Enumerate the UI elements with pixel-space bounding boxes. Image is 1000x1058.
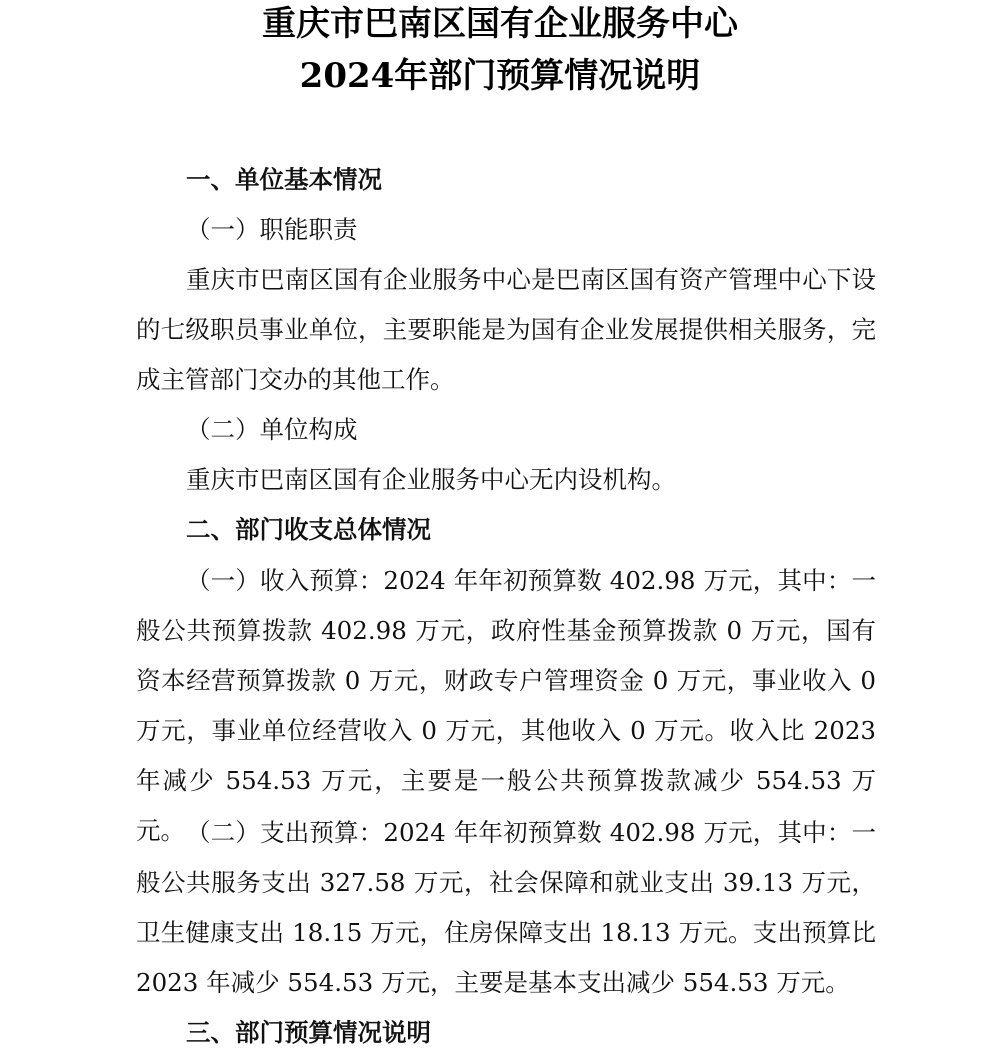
document-title-line1: 重庆市巴南区国有企业服务中心 (262, 4, 738, 44)
document-title-line2: 2024年部门预算情况说明 (299, 56, 701, 96)
expense-budget-label: （二）支出预算： (186, 818, 384, 847)
section1-sub2-paragraph: 重庆市巴南区国有企业服务中心无内设机构。 (186, 465, 676, 494)
section1-heading: 一、单位基本情况 (186, 165, 382, 194)
expense-budget-paragraph (136, 808, 876, 1008)
section2-heading: 二、部门收支总体情况 (186, 515, 431, 544)
section3-heading: 三、部门预算情况说明 (186, 1018, 431, 1047)
expense-budget-text: 2024 年年初预算数 402.98 万元，其中：一般公共服务支出 327.58 万元，社会保障和就业支出 39.13 万元，卫生健康支出 18.15 万元，住房保障支出 18.13 万元。支出预算比 2023 年减少 554.53 万元，主要是基本支出减少 554.53 万元。 (136, 818, 876, 997)
section1-sub1-paragraph: 重庆市巴南区国有企业服务中心是巴南区国有资产管理中心下设的七级职员事业单位，主要职能是为国有企业发展提供相关服务，完成主管部门交办的其他工作。 (136, 265, 876, 394)
section1-sub2-heading: （二）单位构成 (186, 415, 358, 444)
section1-sub1-heading: （一）职能职责 (186, 215, 358, 244)
income-budget-label: （一）收入预算： (186, 566, 384, 595)
income-budget-text: 2024 年年初预算数 402.98 万元，其中：一般公共预算拨款 402.98 万元，政府性基金预算拨款 0 万元，国有资本经营预算拨款 0 万元，财政专户管理资金 0 万元，事业收入 0 万元，事业单位经营收入 0 万元，其他收入 0 万元。收入比 2023 年减少 554.53 万元，主要是一般公共预算拨款减少 554.53 万元。 (136, 566, 876, 845)
